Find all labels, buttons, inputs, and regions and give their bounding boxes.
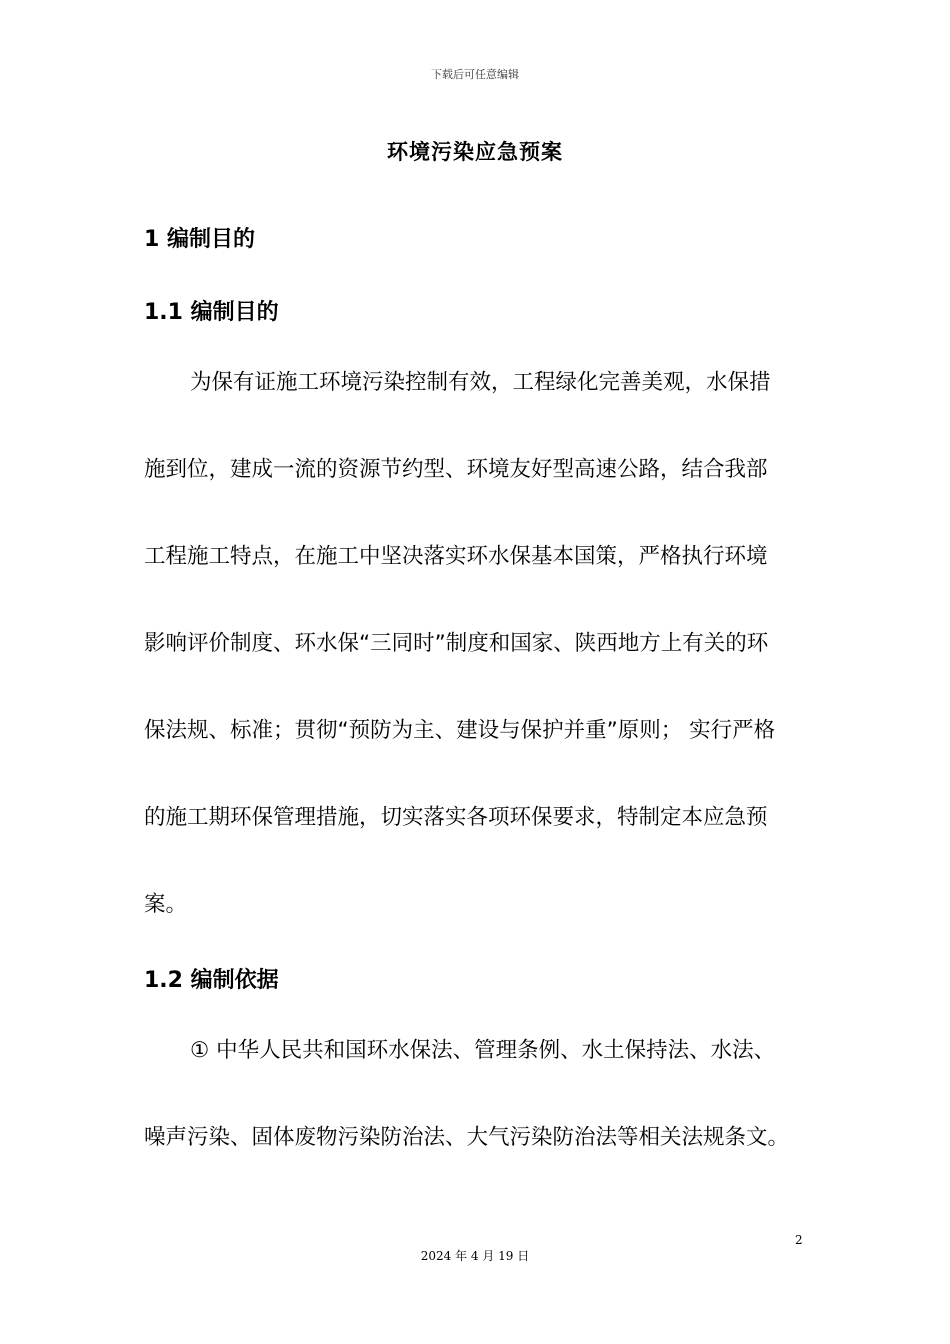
paragraph-line: 施到位，建成一流的资源节约型、环境友好型高速公路，结合我部: [144, 457, 768, 482]
paragraph-line: 为保有证施工环境污染控制有效，工程绿化完善美观，水保措: [190, 370, 771, 395]
paragraph-line: 保法规、标准；贯彻“预防为主、建设与保护并重”原则； 实行严格: [144, 718, 776, 743]
page-number: 2: [795, 1233, 803, 1247]
section-1-1-heading: 1.1 编制目的: [144, 300, 279, 325]
paragraph-line: ① 中华人民共和国环水保法、管理条例、水土保持法、水法、: [190, 1038, 776, 1063]
paragraph-line: 噪声污染、固体废物污染防治法、大气污染防治法等相关法规条文。: [144, 1125, 790, 1150]
paragraph-line: 的施工期环保管理措施，切实落实各项环保要求，特制定本应急预: [144, 805, 768, 830]
paragraph-line: 案。: [144, 892, 188, 917]
paragraph-line: 工程施工特点，在施工中坚决落实环水保基本国策，严格执行环境: [144, 544, 768, 569]
section-1-2-heading: 1.2 编制依据: [144, 968, 279, 993]
footer-date: 2024 年 4 月 19 日: [420, 1249, 530, 1263]
header-note: 下载后可任意编辑: [431, 68, 519, 81]
paragraph-line: 影响评价制度、环水保“三同时”制度和国家、陕西地方上有关的环: [144, 631, 769, 656]
section-1-heading: 1 编制目的: [144, 227, 255, 252]
document-title: 环境污染应急预案: [387, 140, 563, 164]
